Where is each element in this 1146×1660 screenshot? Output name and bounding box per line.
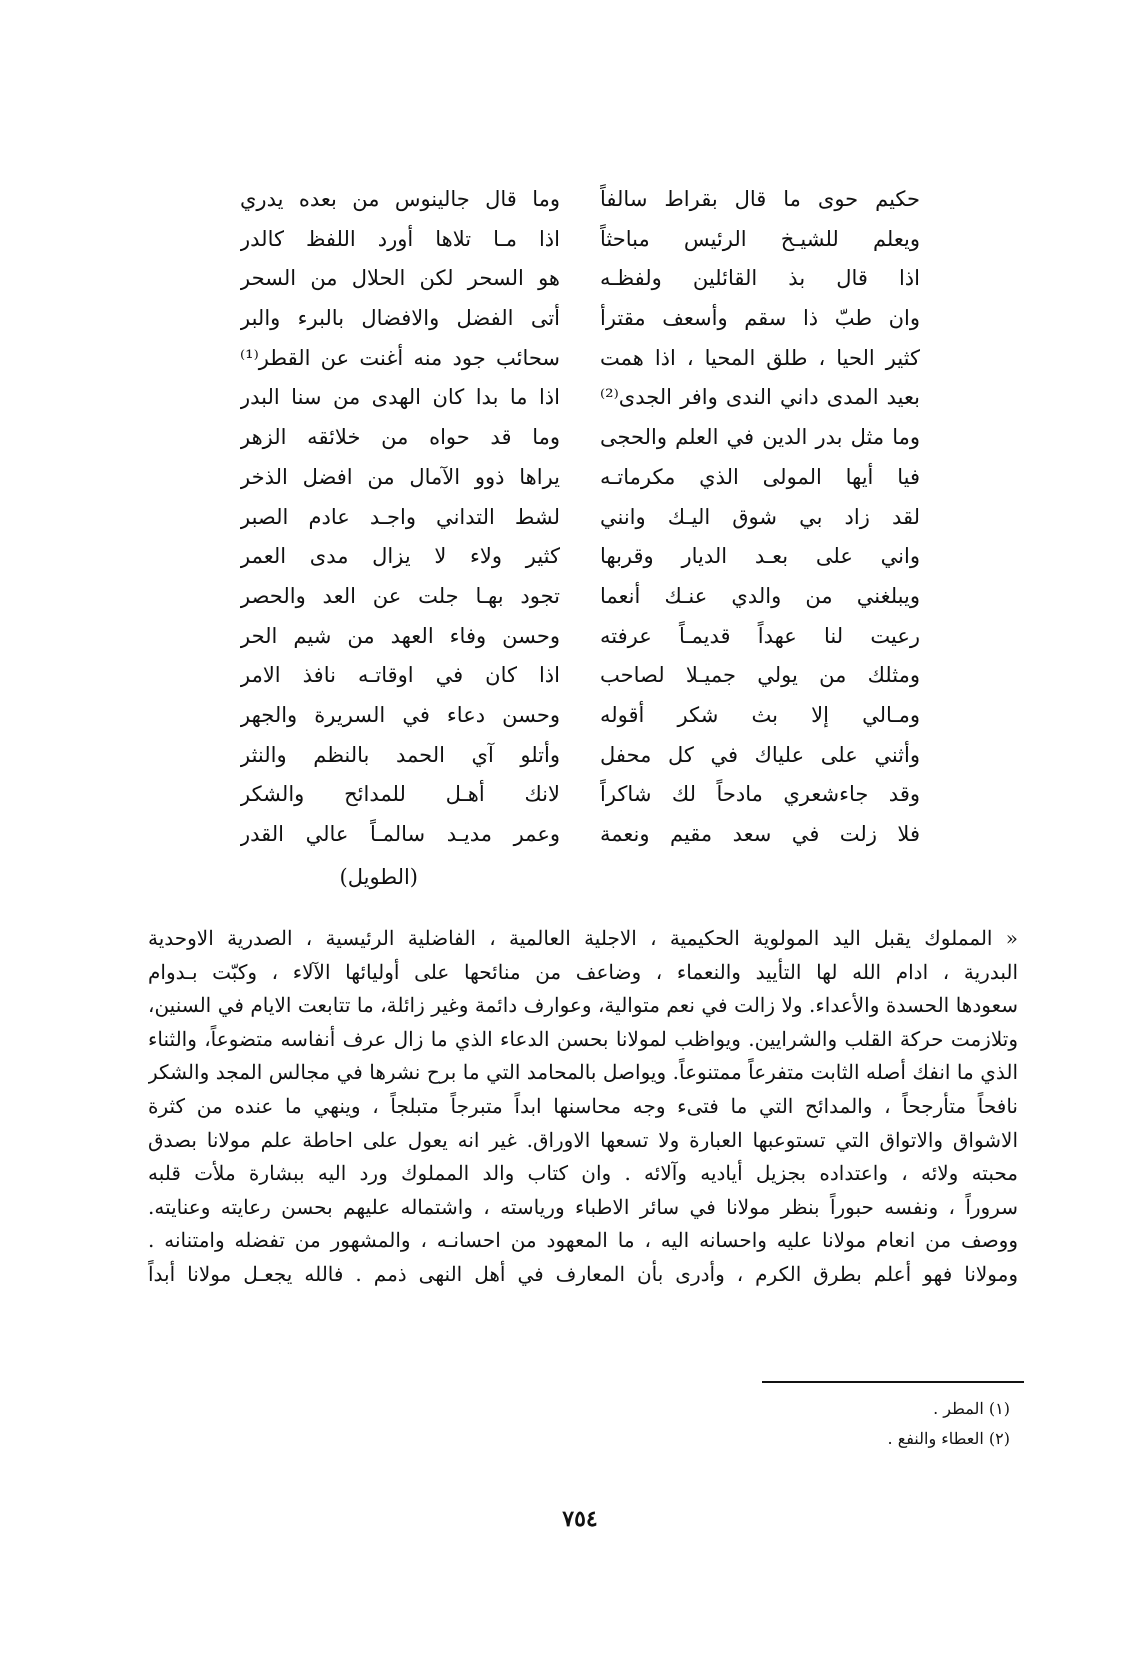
verse-right-5: كثير الحيا ، طلق المحيا ، اذا همت <box>600 345 920 370</box>
page-number: ٧٥٤ <box>562 1506 598 1532</box>
verse-left-2: اذا مـا تلاها أورد اللفظ كالدر <box>240 226 560 251</box>
verse-left-13: اذا كان في اوقاتـه نافذ الامر <box>240 663 560 688</box>
verse-right-6: بعيد المدى داني الندى وافر الجدى⁽²⁾ <box>600 385 920 410</box>
prose-line-7: الاشواق والاتواق التي تستوعبها العبارة ولا تسعها الاوراق. غير انه يعول على احاطة علم مولانا بصدق <box>148 1127 1018 1152</box>
poem-meter: (الطويل) <box>339 865 418 889</box>
footnote-1: (١) المطر . <box>933 1399 1010 1418</box>
prose-line-4: وتلازمت حركة القلب والشرايين. ويواظب لمولانا بحسن الدعاء الذي ما زال عرف أنفاسه متضوعاً، والثناء <box>148 1026 1018 1051</box>
verse-right-10: واني على بعـد الديار وقربها <box>600 544 920 569</box>
verse-left-3: هو السحر لكن الحلال من السحر <box>240 266 560 291</box>
poem-right-column <box>600 180 920 855</box>
prose-line-3: سعودها الحسدة والأعداء. ولا زالت في نعم متوالية، وعوارف دائمة وغير زائلة، ما تتابعت الايام في السنين، <box>148 993 1018 1018</box>
verse-right-14: ومـالي إلا بث شكر أقوله <box>600 702 920 727</box>
verse-left-1: وما قال جالينوس من بعده يدري <box>240 187 560 211</box>
verse-right-9: لقد زاد بي شوق اليـك وانني <box>600 504 920 529</box>
footnotes <box>700 1394 1010 1454</box>
verse-left-15: وأتلو آي الحمد بالنظم والنثر <box>240 742 560 767</box>
prose-line-5: الذي ما انفك أصله الثابت متفرعاً ممتنوعاً. ويواصل بالمحامد التي ما برح نشرها في مجالس المجد والشكر <box>148 1060 1018 1085</box>
prose-line-11: ومولانا فهو أعلم بطرق الكرم ، وأدرى بأن المعارف في أهل النهى ذمم . فالله يجعـل مولانا أبداً <box>148 1261 1018 1286</box>
verse-left-8: يراها ذوو الآمال من افضل الذخر <box>240 464 560 489</box>
verse-right-3: اذا قال بذ القائلين ولفظـه <box>600 266 920 291</box>
verse-right-16: وقد جاءشعري مادحاً لك شاكراً <box>600 782 920 807</box>
verse-right-17: فلا زلت في سعد مقيم ونعمة <box>600 822 920 846</box>
verse-right-7: وما مثل بدر الدين في العلم والحجى <box>600 425 920 450</box>
prose-line-6: نافحاً متأرجحاً ، والمدائح التي ما فتىء وجه محاسنها ابداً متبرجاً متبلجاً ، وينهي ما عنده من كثرة <box>148 1093 1018 1118</box>
verse-right-11: ويبلغني من والدي عنـك أنعما <box>600 583 920 608</box>
verse-right-12: رعيت لنا عهداً قديمـاً عرفته <box>600 623 920 648</box>
verse-right-4: وان طبّ ذا سقم وأسعف مقترأ <box>600 306 920 331</box>
verse-left-10: كثير ولاء لا يزال مدى العمر <box>240 544 560 569</box>
verse-right-15: وأثني على علياك في كل محفل <box>600 742 920 767</box>
verse-right-8: فيا أيها المولى الذي مكرماتـه <box>600 464 920 489</box>
prose-line-10: ووصف من انعام مولانا عليه واحسانه اليه ، ما المعهود من احسانـه ، والمشهور من تفضله وامتنانه . <box>148 1228 1018 1253</box>
footnote-2: (٢) العطاء والنفع . <box>887 1429 1010 1448</box>
footnote-divider <box>762 1381 1024 1383</box>
verse-left-16: لانك أهـل للمدائح والشكر <box>240 782 560 807</box>
verse-left-6: اذا ما بدا كان الهدى من سنا البدر <box>240 385 560 410</box>
prose-line-1: « المملوك يقبل اليد المولوية الحكيمية ، الاجلية العالمية ، الفاضلية الرئيسية ، الصدرية الاوحدية <box>148 926 1018 950</box>
verse-right-1: حكيم حوى ما قال بقراط سالفاً <box>600 187 920 211</box>
verse-left-12: وحسن وفاء العهد من شيم الحر <box>240 623 560 648</box>
verse-left-17: وعمر مديـد سالمـاً عالي القدر <box>240 822 560 846</box>
prose-line-9: سروراً ، ونفسه حبوراً بنظر مولانا في سائر الاطباء ورياسته ، واشتماله عليهم بحسن رعايته وعنايته. <box>148 1194 1018 1219</box>
poem <box>240 180 920 855</box>
prose-line-2: البدرية ، ادام الله لها التأييد والنعماء ، وضاعف من منائحها على أوليائها الآلاء ، وكبّت بـدوام <box>148 959 1018 984</box>
verse-left-9: لشط التداني واجـد عادم الصبر <box>240 504 560 529</box>
verse-right-13: ومثلك من يولي جميـلا لصاحب <box>600 663 920 688</box>
prose-paragraph <box>148 922 1018 1292</box>
verse-left-7: وما قد حواه من خلائقه الزهر <box>240 425 560 450</box>
prose-line-8: محبته ولائه ، واعتداده بجزيل أياديه وآلائه . وان كتاب والد المملوك ورد اليه ببشارة ملأت قلبه <box>148 1161 1018 1186</box>
verse-left-11: تجود بهـا جلت عن العد والحصر <box>240 583 560 608</box>
verse-left-5: سحائب جود منه أغنت عن القطر⁽¹⁾ <box>240 345 560 370</box>
verse-right-2: ويعلم للشيـخ الرئيس مباحثاً <box>600 226 920 251</box>
verse-left-4: أتى الفضل والافضال بالبرء والبر <box>240 306 560 331</box>
poem-left-column <box>240 180 560 855</box>
verse-left-14: وحسن دعاء في السريرة والجهر <box>240 702 560 727</box>
